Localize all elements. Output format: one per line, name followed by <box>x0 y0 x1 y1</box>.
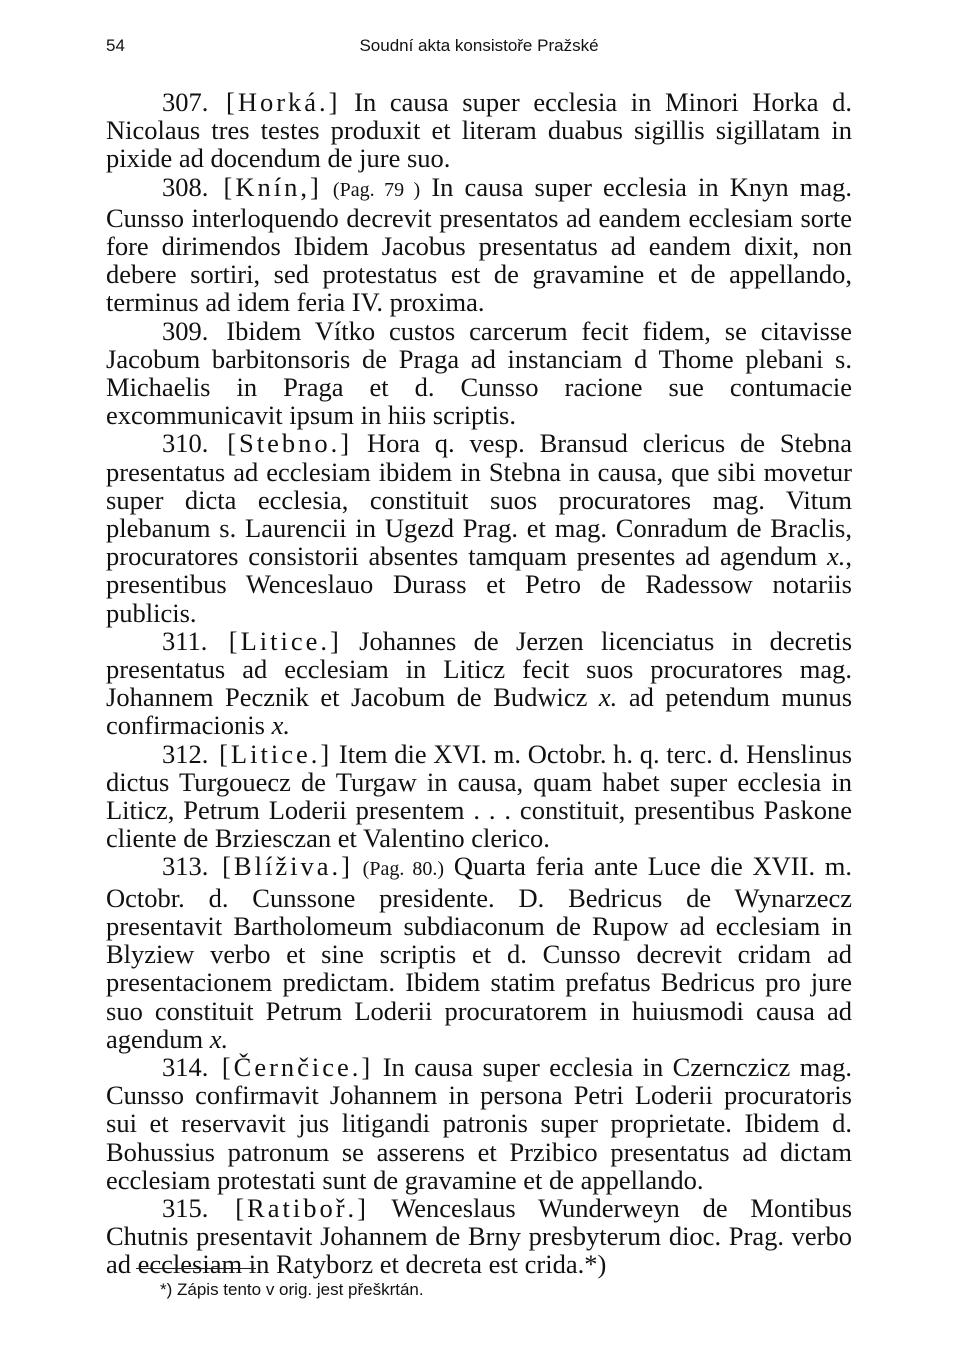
entry-307 <box>106 88 852 173</box>
entry-308 <box>106 173 852 317</box>
entry-number: 312. <box>162 738 209 769</box>
entry-place: [Knín,] <box>223 171 322 202</box>
footnote-divider <box>136 1268 256 1269</box>
entry-number: 311. <box>162 625 208 656</box>
entry-text: In causa super ecclesia in Minori Horka d. Nicolaus tres testes produxit et literam duabus sigillis sigillatam in pixide ad docendum de jure suo. <box>106 87 852 174</box>
page-number: 54 <box>106 36 125 55</box>
entry-abbrev-2: x. <box>271 710 290 741</box>
entry-number: 315. <box>162 1192 209 1223</box>
entry-abbrev: x. <box>826 541 846 572</box>
entry-text: Hora q. vesp. Bransud clericus de Stebna presentatus ad ecclesiam ibidem in Stebna in causa, que sibi movetur super dicta ecclesia, constituit suos procuratores mag. Vitum plebanum s. Laurencii in Ugezd Prag. et mag. Conradum de Braclis, procuratores consistorii absentes tamquam presentes ad agendum <box>106 428 853 572</box>
entry-313 <box>106 852 852 1052</box>
entry-place: [Stebno.] <box>227 428 353 459</box>
entry-place: [Blíživa.] <box>222 851 353 882</box>
entry-text: Johannes de Jerzen licenciatus in decretis presentatus ad ecclesiam in Liticz fecit suos procuratores mag. Johannem Pecznik et Jacobum de Budwicz <box>106 625 853 713</box>
entry-number: 310. <box>162 428 209 459</box>
entry-place: [Ratiboř.] <box>235 1192 369 1223</box>
entry-314 <box>106 1053 852 1194</box>
footnote: *) Zápis tento v orig. jest přeškrtán. <box>160 1280 424 1299</box>
running-title: Soudní akta konsistoře Pražské <box>359 36 599 55</box>
entry-text: In causa super ecclesia in Knyn mag. Cunsso interloquendo decrevit presentatos ad eandem ecclesiam sorte fore dirimendos Ibidem Jacobus presentatus ad eandem dixit, non debere sortiri, sed protestatus est de gravamine et de appellando, terminus ad idem feria IV. proxima. <box>106 171 853 318</box>
entry-number: 308. <box>162 171 209 202</box>
page-reference: (Pag. 80.) <box>362 858 445 881</box>
entry-number: 309. <box>162 315 209 346</box>
entry-311 <box>106 627 852 740</box>
page-header <box>106 36 852 62</box>
entry-312 <box>106 740 852 853</box>
entry-number: 313. <box>162 851 209 882</box>
entry-315 <box>106 1194 852 1279</box>
entry-number: 314. <box>162 1051 209 1082</box>
entry-place: [Litice.] <box>219 738 333 769</box>
entry-number: 307. <box>162 87 209 117</box>
entry-text-tail: , presentibus Wenceslauo Durass et Petro de Radessow notariis publicis. <box>106 541 852 628</box>
entry-310 <box>106 429 852 626</box>
entry-text: Ibidem Vítko custos carcerum fecit fidem, se citavisse Jacobum barbitonsoris de Praga ad instanciam d Thome plebani s. Michaelis in Praga et d. Cunsso racione sue contumacie excommunicavit ipsum in hiis scriptis. <box>106 315 853 431</box>
page-reference: (Pag. 79 ) <box>332 178 421 201</box>
entry-place: [Horká.] <box>226 87 341 117</box>
entry-text: Wenceslaus Wunderweyn de Montibus Chutnis presentavit Johannem de Brny presbyterum dioc. Prag. verbo ad ecclesiam in Ratyborz et decreta est crida.*) <box>106 1192 853 1280</box>
entry-309 <box>106 317 852 430</box>
document-body <box>106 88 852 1279</box>
entry-text: In causa super ecclesia in Czernczicz mag. Cunsso confirmavit Johannem in persona Petri Loderii procuratoris sui et reservavit jus litigandi patronis super proprietate. Ibidem d. Bohussius patronum se asserens et Przibico presentatus ad dictam ecclesiam protestati sunt de gravamine et de appellando. <box>106 1051 853 1195</box>
entry-place: [Černčice.] <box>221 1051 374 1082</box>
entry-place: [Litice.] <box>228 625 342 656</box>
entry-text-tail: ad petendum munus confirmacionis <box>106 682 853 741</box>
entry-abbrev: x. <box>598 682 618 713</box>
entry-text: Item die XVI. m. Octobr. h. q. terc. d. Henslinus dictus Turgouecz de Turgaw in causa, quam habet super ecclesia in Liticz, Petrum Loderii presentem . . . constituit, presentibus Paskone cliente de Brziesczan et Valentino clerico. <box>106 738 853 854</box>
entry-text: Quarta feria ante Luce die XVII. m. Octobr. d. Cunssone presidente. D. Bedricus de Wynarzecz presentavit Bartholomeum subdiaconum de Rupow ad ecclesiam in Blyziew verbo et sine scriptis et d. Cunsso decrevit cridam ad presentacionem predictam. Ibidem statim prefatus Bedricus pro jure suo constituit Petrum Loderii procuratorem in huiusmodi causa ad agendum <box>106 851 853 1054</box>
entry-abbrev: x. <box>209 1023 229 1054</box>
